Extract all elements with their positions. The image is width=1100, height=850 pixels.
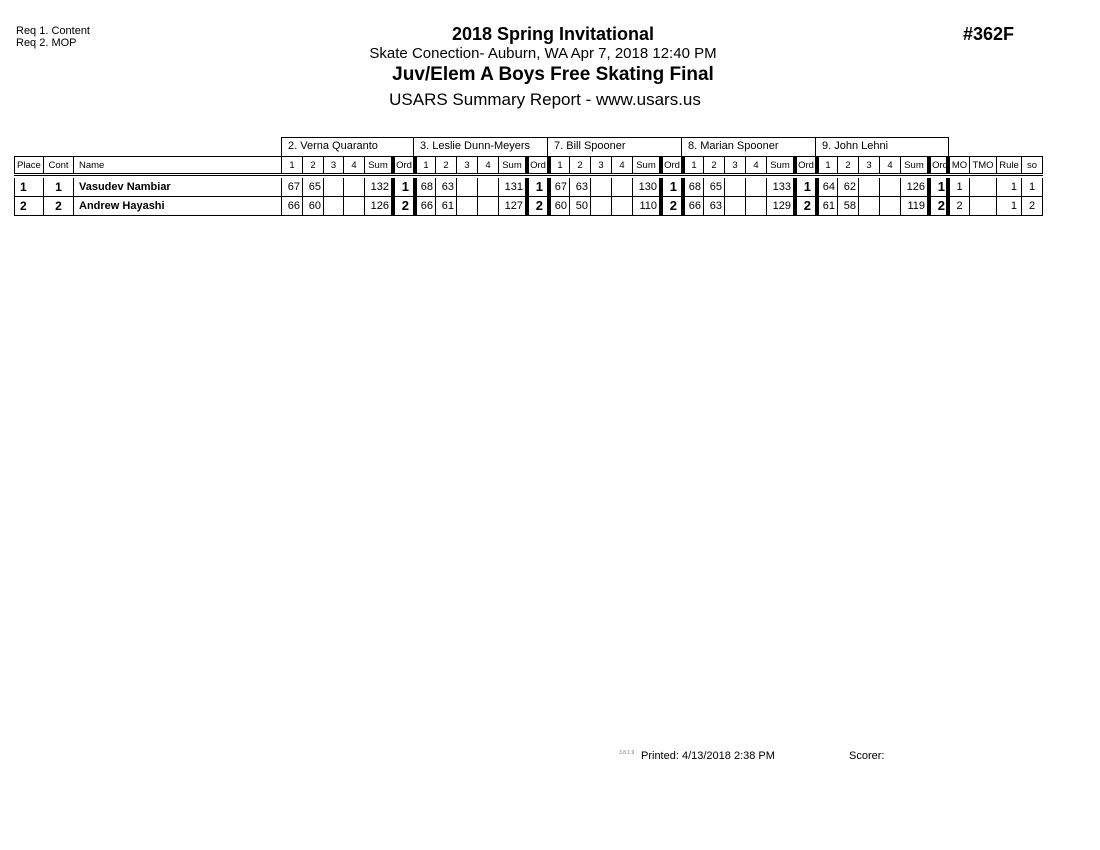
judge-header-2: 3. Leslie Dunn-Meyers: [413, 137, 548, 157]
col-j3-ord: Ord: [659, 157, 681, 173]
ord-cell: 2: [525, 197, 547, 215]
score-cell: [724, 197, 745, 215]
score-cell: [590, 178, 611, 196]
so-cell: 2: [1021, 197, 1042, 215]
table-right-border: [1042, 197, 1043, 215]
table-row: [14, 197, 1043, 216]
col-name: Name: [73, 157, 281, 173]
score-cell: [858, 178, 879, 196]
score-cell: 66: [281, 197, 302, 215]
score-cell: [590, 197, 611, 215]
col-j4-1: 1: [681, 157, 703, 173]
printed-timestamp: Printed: 4/13/2018 2:38 PM: [641, 750, 775, 762]
event-location-datetime: Skate Conection- Auburn, WA Apr 7, 2018 12:40 PM: [369, 45, 717, 62]
col-j4-2: 2: [703, 157, 724, 173]
score-cell: [858, 197, 879, 215]
requirement-2: Req 2. MOP: [16, 37, 77, 49]
tmo-cell: [969, 197, 996, 215]
mo-cell: 1: [946, 178, 969, 196]
score-cell: [611, 178, 632, 196]
judge-header-4: 8. Marian Spooner: [681, 137, 816, 157]
score-cell: [477, 197, 498, 215]
place-cell: 2: [14, 197, 43, 215]
col-j4-4: 4: [745, 157, 766, 173]
score-cell: [477, 178, 498, 196]
ord-cell: 1: [525, 178, 547, 196]
col-rule: Rule: [996, 157, 1021, 173]
sum-cell: 127: [498, 197, 525, 215]
ord-cell: 1: [391, 178, 413, 196]
score-cell: 66: [413, 197, 435, 215]
ord-cell: 2: [659, 197, 681, 215]
score-cell: [456, 197, 477, 215]
score-cell: 67: [281, 178, 302, 196]
score-cell: 66: [681, 197, 703, 215]
col-j2-ord: Ord: [525, 157, 547, 173]
judge-header-3: 7. Bill Spooner: [547, 137, 682, 157]
col-j4-sum: Sum: [766, 157, 793, 173]
ord-cell: 2: [391, 197, 413, 215]
table-right-border: [1042, 157, 1043, 173]
col-j3-sum: Sum: [632, 157, 659, 173]
tmo-cell: [969, 178, 996, 196]
score-cell: [343, 197, 364, 215]
skater-name: Vasudev Nambiar: [73, 178, 281, 196]
skater-name: Andrew Hayashi: [73, 197, 281, 215]
col-j2-sum: Sum: [498, 157, 525, 173]
category-title: Juv/Elem A Boys Free Skating Final: [392, 64, 714, 85]
report-title: USARS Summary Report - www.usars.us: [389, 90, 701, 109]
score-cell: 68: [413, 178, 435, 196]
col-j2-3: 3: [456, 157, 477, 173]
score-cell: [745, 197, 766, 215]
score-cell: 58: [837, 197, 858, 215]
col-j3-4: 4: [611, 157, 632, 173]
col-j2-4: 4: [477, 157, 498, 173]
sum-cell: 130: [632, 178, 659, 196]
sum-cell: 110: [632, 197, 659, 215]
judge-header-5: 9. John Lehni: [815, 137, 949, 157]
col-j4-ord: Ord: [793, 157, 815, 173]
column-header-row: [14, 156, 1043, 176]
col-j3-3: 3: [590, 157, 611, 173]
ord-cell: 1: [793, 178, 815, 196]
score-cell: 65: [302, 178, 323, 196]
scorer-label: Scorer:: [849, 750, 885, 762]
score-cell: 50: [569, 197, 590, 215]
cont-cell: 2: [43, 197, 73, 215]
table-right-border: [1042, 178, 1043, 196]
table-left-border: [14, 197, 15, 215]
sum-cell: 119: [900, 197, 927, 215]
col-so: so: [1021, 157, 1042, 173]
event-title: 2018 Spring Invitational: [451, 24, 655, 44]
col-j5-2: 2: [837, 157, 858, 173]
cont-cell: 1: [43, 178, 73, 196]
table-left-border: [14, 157, 15, 173]
ord-cell: 1: [659, 178, 681, 196]
col-mo: MO: [946, 157, 969, 173]
score-cell: [323, 197, 343, 215]
score-cell: [343, 178, 364, 196]
ord-cell: 1: [927, 178, 949, 196]
sum-cell: 129: [766, 197, 793, 215]
sum-cell: 126: [900, 178, 927, 196]
score-cell: 68: [681, 178, 703, 196]
score-cell: [724, 178, 745, 196]
col-j3-1: 1: [547, 157, 569, 173]
score-cell: 61: [435, 197, 456, 215]
col-tmo: TMO: [969, 157, 996, 173]
col-j2-2: 2: [435, 157, 456, 173]
col-j5-1: 1: [815, 157, 837, 173]
score-cell: 62: [837, 178, 858, 196]
score-cell: [323, 178, 343, 196]
sum-cell: 133: [766, 178, 793, 196]
table-left-border: [14, 178, 15, 196]
score-cell: 61: [815, 197, 837, 215]
software-version: 3.8.1.9: [619, 750, 635, 756]
score-cell: 63: [703, 197, 724, 215]
score-cell: [745, 178, 766, 196]
col-j5-3: 3: [858, 157, 879, 173]
rule-cell: 1: [996, 197, 1021, 215]
ord-cell: 2: [927, 197, 949, 215]
score-cell: 63: [435, 178, 456, 196]
col-j3-2: 2: [569, 157, 590, 173]
mo-cell: 2: [946, 197, 969, 215]
sum-cell: 131: [498, 178, 525, 196]
score-cell: 64: [815, 178, 837, 196]
col-j1-1: 1: [281, 157, 302, 173]
col-j1-4: 4: [343, 157, 364, 173]
judge-header-1: 2. Verna Quaranto: [281, 137, 414, 157]
col-j1-ord: Ord: [391, 157, 413, 173]
place-cell: 1: [14, 178, 43, 196]
score-cell: 63: [569, 178, 590, 196]
col-place: Place: [14, 157, 43, 173]
score-cell: [879, 197, 900, 215]
sum-cell: 132: [364, 178, 391, 196]
col-cont: Cont: [43, 157, 73, 173]
event-code: #362F: [963, 24, 1015, 44]
score-cell: 67: [547, 178, 569, 196]
col-j4-3: 3: [724, 157, 745, 173]
requirement-1: Req 1. Content: [16, 25, 90, 37]
col-j1-2: 2: [302, 157, 323, 173]
score-cell: 60: [547, 197, 569, 215]
col-j1-3: 3: [323, 157, 343, 173]
col-j5-4: 4: [879, 157, 900, 173]
score-cell: [611, 197, 632, 215]
sum-cell: 126: [364, 197, 391, 215]
col-j2-1: 1: [413, 157, 435, 173]
col-j1-sum: Sum: [364, 157, 391, 173]
requirements-list: [16, 25, 90, 49]
score-cell: [879, 178, 900, 196]
so-cell: 1: [1021, 178, 1042, 196]
score-cell: 60: [302, 197, 323, 215]
score-cell: [456, 178, 477, 196]
score-cell: 65: [703, 178, 724, 196]
col-j5-ord: Ord: [927, 157, 949, 173]
ord-cell: 2: [793, 197, 815, 215]
rule-cell: 1: [996, 178, 1021, 196]
table-row: [14, 178, 1043, 197]
col-j5-sum: Sum: [900, 157, 927, 173]
